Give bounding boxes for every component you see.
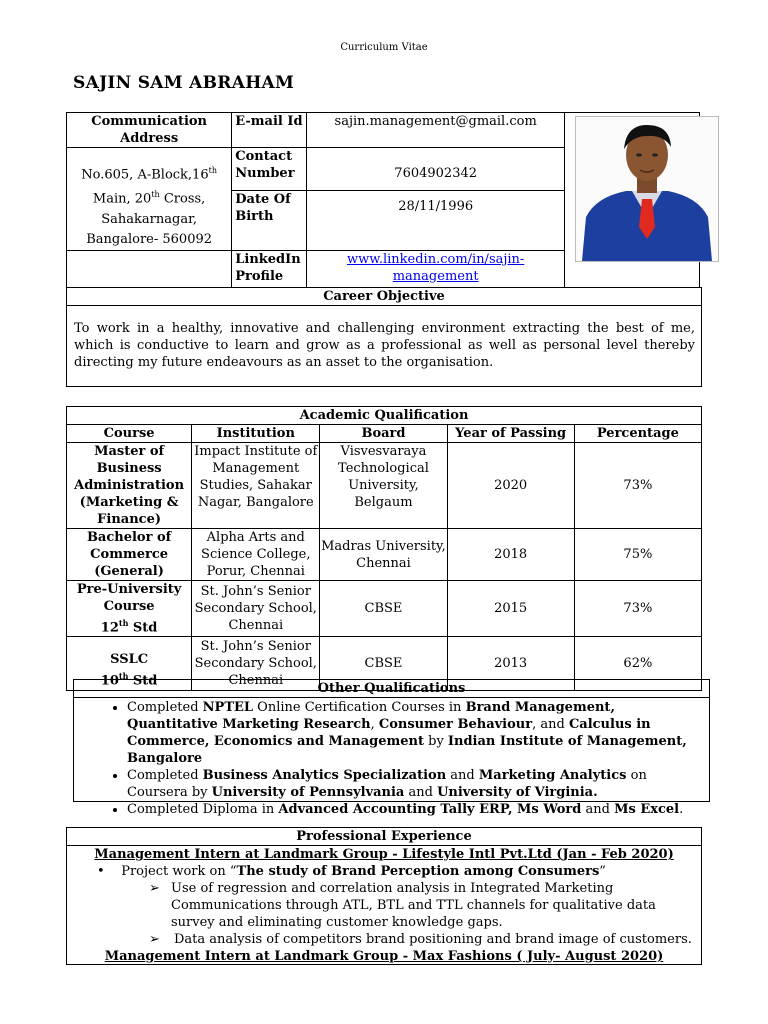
table-row xyxy=(67,581,702,637)
list-item: ➢ Use of regression and correlation analysis in Integrated Marketing Communications through ATL, BTL and TTL channels for qualitative data survey and eliminating customer knowledge gaps. xyxy=(149,881,656,930)
col-institution: Institution xyxy=(192,425,320,443)
role-title: Management Intern at Landmark Group - Lifestyle Intl Pvt.Ltd (Jan - Feb 2020) xyxy=(94,847,674,862)
candidate-name: SAJIN SAM ABRAHAM xyxy=(73,73,295,93)
academic-table xyxy=(66,406,702,691)
arrow-bullet-icon: ➢ xyxy=(149,932,160,947)
address-label: Communication Address xyxy=(67,113,232,148)
list-item: • Completed Diploma in Advanced Accounting Tally ERP, Ms Word and Ms Excel. xyxy=(127,801,709,818)
linkedin-cell xyxy=(307,250,565,287)
career-objective-text: To work in a healthy, innovative and challenging environment extracting the best of me, which is conductive to learn and grow as a professional as well as personal level thereby directing my future endeavours as an asset to the organisation. xyxy=(74,321,695,370)
other-qualifications-title: Other Qualifications xyxy=(74,680,709,698)
year-cell: 2013 xyxy=(447,637,574,690)
career-objective-title: Career Objective xyxy=(67,288,701,306)
professional-experience-section xyxy=(66,827,702,965)
profile-photo xyxy=(575,116,719,262)
address-value: No.605, A-Block,16th Main, 20th Cross, Sahakarnagar, Bangalore- 560092 xyxy=(67,148,232,251)
photo-cell xyxy=(565,113,700,288)
bullet-icon: • xyxy=(97,864,122,879)
course-cell: Pre-University Course 12th Std xyxy=(67,581,192,637)
course-cell: Bachelor of Commerce (General) xyxy=(67,529,192,581)
phone-label: Contact Number xyxy=(232,148,307,191)
list-item: • Completed NPTEL Online Certification Courses in Brand Management, Quantitative Marketing Research, Consumer Behaviour, and Calculus in Commerce, Economics and Management by Indian Institute of Management, Bangalore xyxy=(127,699,709,767)
course-cell: SSLC 10th Std xyxy=(67,637,192,690)
percentage-cell: 73% xyxy=(574,443,701,529)
role-title: Management Intern at Landmark Group - Max Fashions ( July- August 2020) xyxy=(104,949,664,964)
list-item: • Completed Business Analytics Specialization and Marketing Analytics on Coursera by University of Pennsylvania and University of Virginia. xyxy=(127,767,709,801)
percentage-cell: 75% xyxy=(574,529,701,581)
academic-title: Academic Qualification xyxy=(67,407,702,425)
col-board: Board xyxy=(320,425,447,443)
board-cell: CBSE xyxy=(320,581,447,637)
table-row xyxy=(67,529,702,581)
email-value: sajin.management@gmail.com xyxy=(307,113,565,148)
linkedin-link[interactable]: www.linkedin.com/in/sajin-management xyxy=(347,251,525,284)
email-label: E-mail Id xyxy=(232,113,307,148)
board-cell: Madras University, Chennai xyxy=(320,529,447,581)
project-line: • Project work on “The study of Brand Perception among Consumers” xyxy=(97,864,606,879)
career-objective-section xyxy=(66,287,702,387)
other-qualifications-section xyxy=(73,679,710,817)
contact-table xyxy=(66,112,700,288)
col-course: Course xyxy=(67,425,192,443)
col-year: Year of Passing xyxy=(447,425,574,443)
table-row xyxy=(67,443,702,529)
address-blank xyxy=(67,250,232,287)
institution-cell: St. John’s Senior Secondary School, Chennai xyxy=(192,581,320,637)
institution-cell: Impact Institute of Management Studies, Sahakar Nagar, Bangalore xyxy=(192,443,320,529)
board-cell: CBSE xyxy=(320,637,447,690)
arrow-bullet-icon: ➢ xyxy=(149,881,160,896)
institution-cell: St. John’s Senior Secondary School, Chennai xyxy=(192,637,320,690)
year-cell: 2018 xyxy=(447,529,574,581)
professional-experience-title: Professional Experience xyxy=(67,828,701,846)
course-cell: Master of Business Administration (Marketing & Finance) xyxy=(67,443,192,529)
other-qualifications-list xyxy=(74,699,709,818)
list-item: ➢ Data analysis of competitors brand positioning and brand image of customers. xyxy=(149,932,692,947)
percentage-cell: 62% xyxy=(574,637,701,690)
institution-cell: Alpha Arts and Science College, Porur, Chennai xyxy=(192,529,320,581)
percentage-cell: 73% xyxy=(574,581,701,637)
document-header: Curriculum Vitae xyxy=(340,42,428,53)
year-cell: 2020 xyxy=(447,443,574,529)
year-cell: 2015 xyxy=(447,581,574,637)
linkedin-label: LinkedIn Profile xyxy=(232,250,307,287)
dob-label: Date Of Birth xyxy=(232,191,307,250)
phone-value: 7604902342 xyxy=(307,148,565,191)
dob-value: 28/11/1996 xyxy=(307,191,565,250)
col-percentage: Percentage xyxy=(574,425,701,443)
board-cell: Visvesvaraya Technological University, Belgaum xyxy=(320,443,447,529)
